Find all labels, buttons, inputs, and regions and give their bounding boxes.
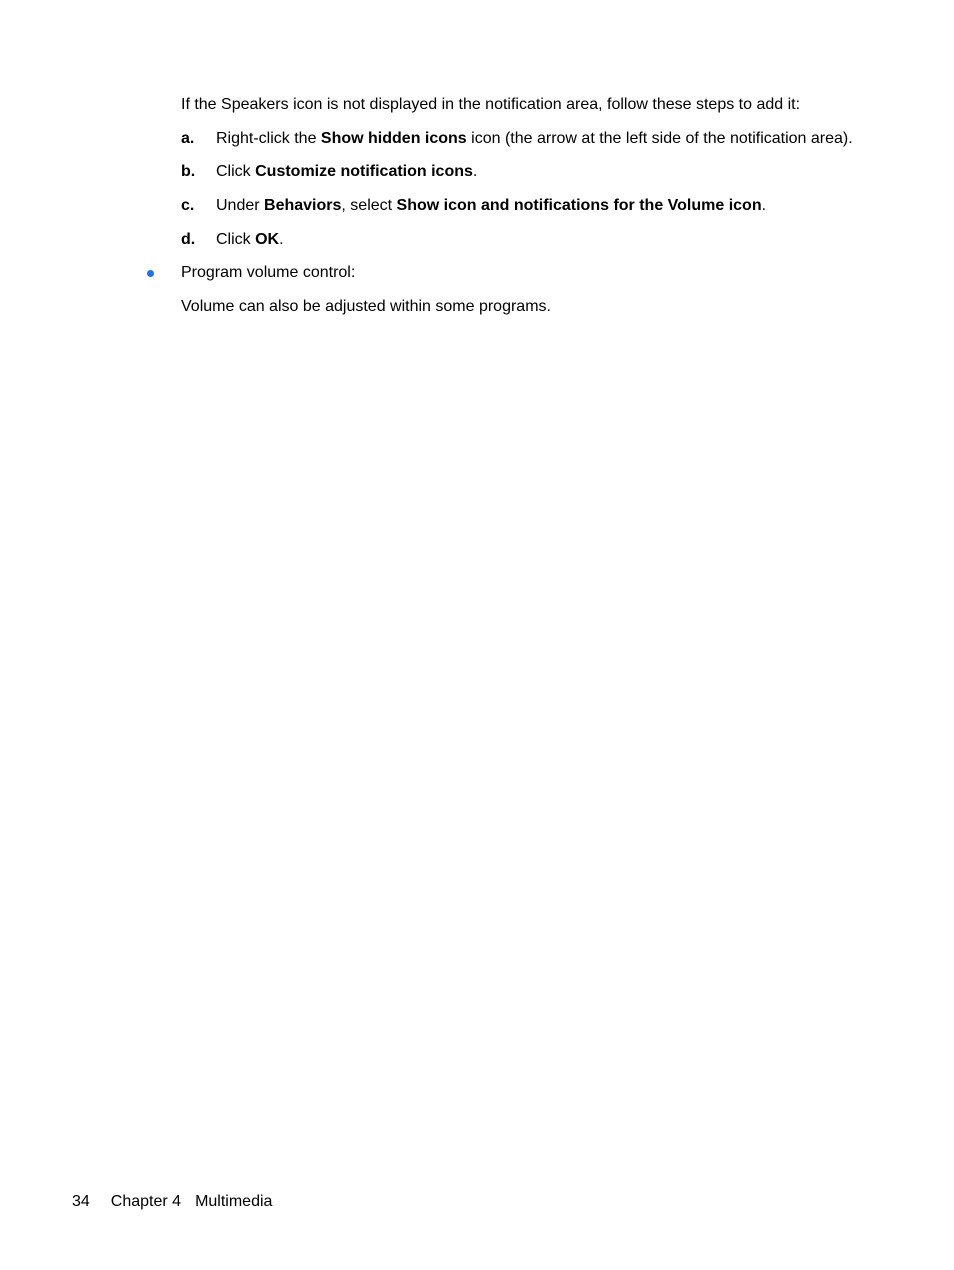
ui-term: OK (255, 231, 280, 248)
bullet-description: Volume can also be adjusted within some programs. (181, 298, 551, 315)
bullet-dot-icon (147, 270, 154, 277)
step-text: Click OK. (216, 231, 284, 248)
chapter-label: Chapter 4 (110, 1193, 182, 1210)
step-letter: c. (181, 197, 195, 214)
section-label: Multimedia (195, 1193, 273, 1210)
page-number: 34 (72, 1193, 90, 1210)
step-text: Click Customize notification icons. (216, 163, 478, 180)
intro-paragraph: If the Speakers icon is not displayed in the notification area, follow these steps to add it: (181, 96, 801, 113)
step-letter: d. (181, 231, 196, 248)
step-letter: a. (181, 130, 195, 147)
bullet-label: Program volume control: (181, 264, 356, 281)
ui-term: Behaviors (264, 197, 342, 214)
ui-term: Show hidden icons (320, 130, 467, 147)
step-text: Under Behaviors, select Show icon and notifications for the Volume icon. (216, 197, 767, 214)
step-text: Right-click the Show hidden icons icon (the arrow at the left side of the notification area). (216, 130, 853, 147)
ui-term: Customize notification icons (255, 163, 473, 180)
page-footer (72, 1192, 272, 1212)
step-letter: b. (181, 163, 196, 180)
ui-term: Show icon and notifications for the Volume icon (396, 197, 762, 214)
